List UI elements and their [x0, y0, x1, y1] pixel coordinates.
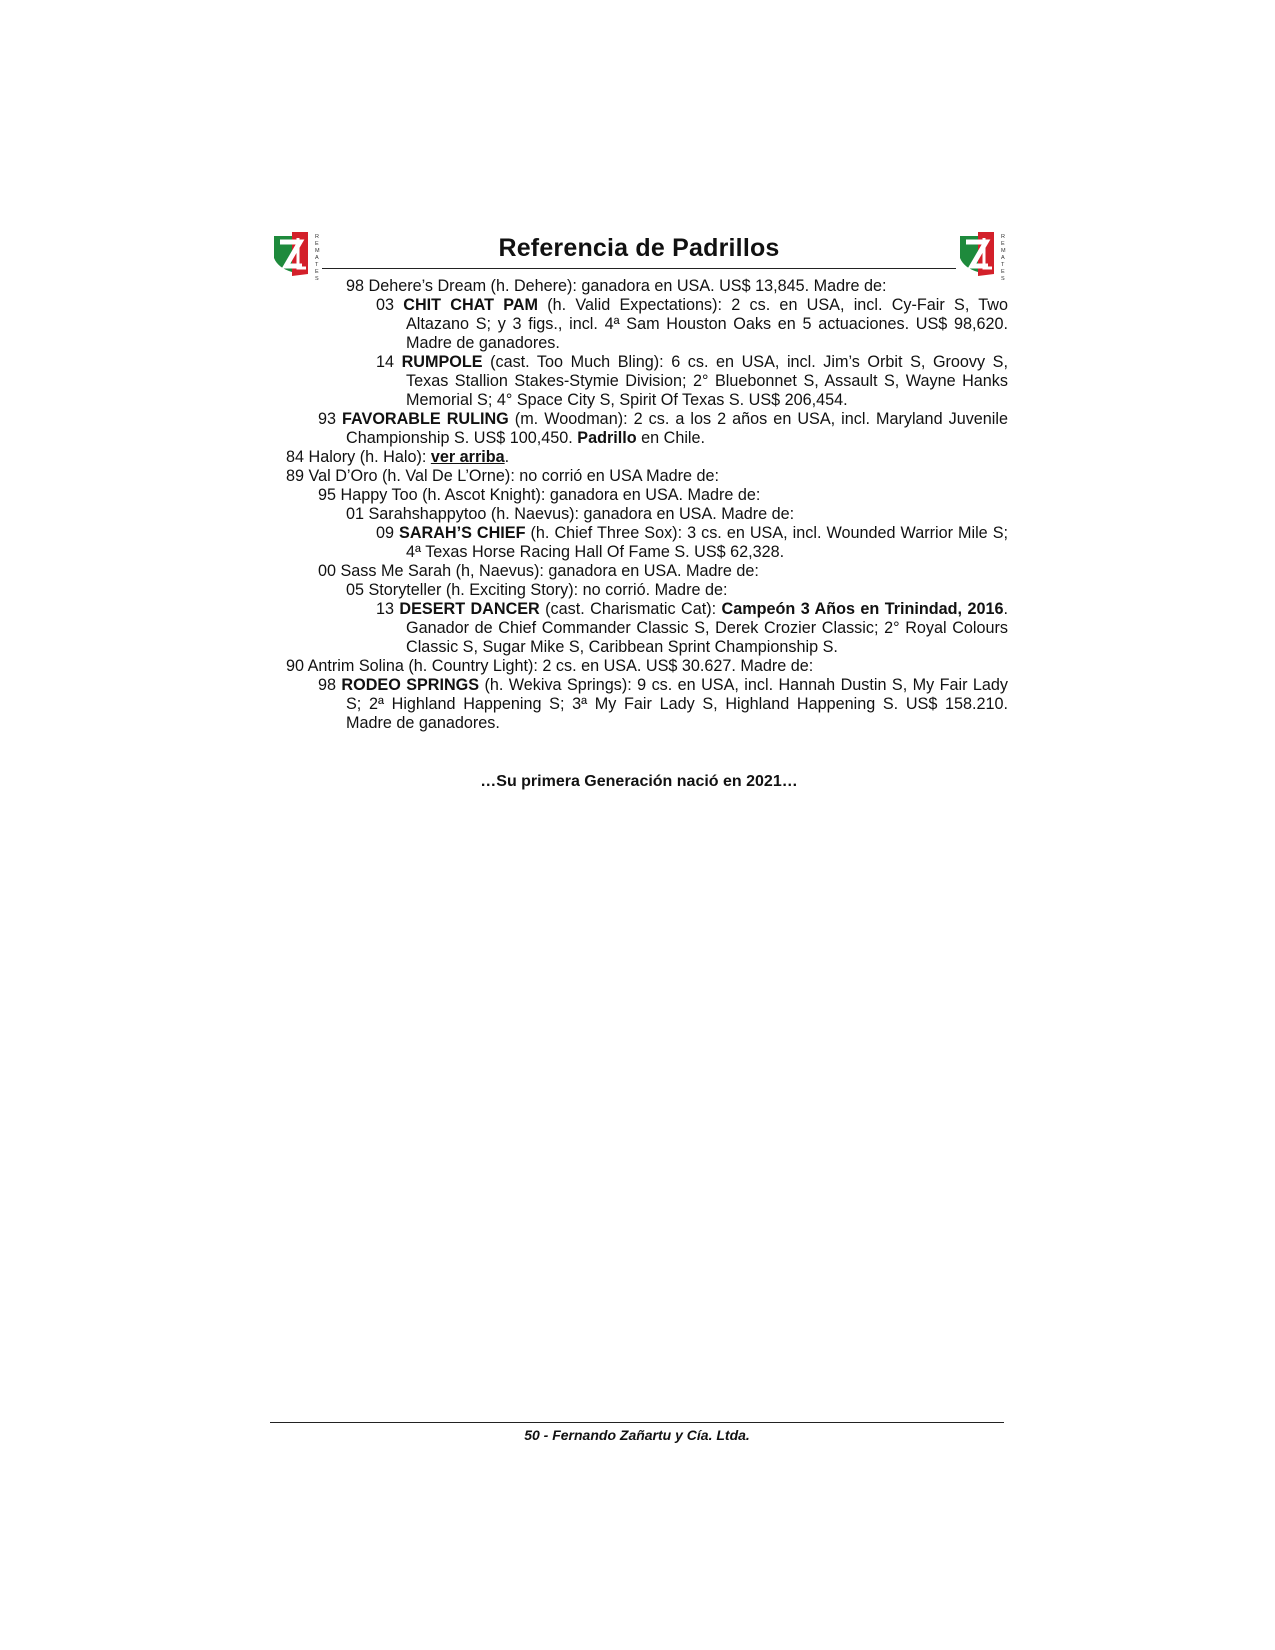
entry-text: 03	[376, 296, 404, 314]
entry-text: (m. Woodman): 2 cs. a los 2 años en USA, incl. Maryland Juvenile Championship S. US$ 100,450.	[346, 410, 1008, 447]
svg-text:E: E	[315, 269, 319, 275]
entry-text: 90 Antrim Solina (h. Country Light): 2 cs. en USA. US$ 30.627. Madre de:	[286, 657, 814, 675]
pedigree-entry	[286, 353, 1008, 410]
title-divider	[322, 268, 956, 269]
entry-text: (h. Wekiva Springs): 9 cs. en USA, incl. Hannah Dustin S, My Fair Lady S; 2ª Highland Happening S; 3ª My Fair Lady S, Highland Happening S. US$ 158.210. Madre de ganadores.	[346, 676, 1008, 732]
horse-name: Campeón 3 Años en Trinindad, 2016	[721, 600, 1004, 618]
entry-text: (cast. Too Much Bling): 6 cs. en USA, incl. Jim’s Orbit S, Groovy S, Texas Stallion Stakes-Stymie Division; 2° Bluebonnet S, Assault S, Wayne Hanks Memorial S; 4° Space City S, Spirit Of Texas S. US$ 206,454.	[406, 353, 1008, 409]
entry-text: 98	[318, 676, 342, 694]
entry-text: 93	[318, 410, 343, 428]
entry-text: (h. Chief Three Sox): 3 cs. en USA, incl. Wounded Warrior Mile S; 4ª Texas Horse Racing Hall Of Fame S. US$ 62,328.	[406, 524, 1008, 561]
entry-text: (h. Valid Expectations): 2 cs. en USA, incl. Cy-Fair S, Two Altazano S; y 3 figs., incl. 4ª Sam Houston Oaks en 5 actuaciones. US$ 98,620. Madre de ganadores.	[406, 296, 1008, 352]
entry-text: 01 Sarahshappytoo (h. Naevus): ganadora en USA. Madre de:	[346, 505, 795, 523]
pedigree-entry	[286, 448, 1008, 467]
svg-text:E: E	[1001, 269, 1005, 275]
entry-text: .	[504, 448, 510, 466]
entry-text: 13	[376, 600, 400, 618]
pedigree-entry	[286, 600, 1008, 657]
cross-reference: ver arriba	[430, 448, 505, 466]
svg-text:E: E	[315, 241, 319, 247]
horse-name: FAVORABLE RULING	[342, 410, 509, 428]
entry-text: 05 Storyteller (h. Exciting Story): no corrió. Madre de:	[346, 581, 728, 599]
pedigree-entry	[286, 562, 1008, 581]
svg-text:R: R	[1001, 234, 1005, 240]
entry-text: en Chile.	[636, 429, 706, 447]
svg-text:T: T	[315, 262, 319, 268]
pedigree-entry	[286, 657, 1008, 676]
pedigree-entries	[286, 277, 1008, 733]
entry-text: 00 Sass Me Sarah (h, Naevus): ganadora en USA. Madre de:	[318, 562, 759, 580]
pedigree-entry	[286, 486, 1008, 505]
horse-name: DESERT DANCER	[399, 600, 540, 618]
entry-text: 14	[376, 353, 402, 371]
entry-text: (cast. Charismatic Cat):	[539, 600, 722, 618]
pedigree-entry	[286, 581, 1008, 600]
horse-name: SARAH’S CHIEF	[399, 524, 526, 542]
svg-text:A: A	[1001, 255, 1005, 261]
svg-text:S: S	[1001, 276, 1005, 280]
pedigree-entry	[286, 467, 1008, 486]
svg-text:T: T	[1001, 262, 1005, 268]
pedigree-entry	[286, 676, 1008, 733]
entry-text: 98 Dehere’s Dream (h. Dehere): ganadora en USA. US$ 13,845. Madre de:	[346, 277, 887, 295]
svg-text:M: M	[315, 248, 320, 254]
page-title: Referencia de Padrillos	[498, 234, 780, 262]
horse-name: CHIT CHAT PAM	[403, 296, 539, 314]
svg-text:M: M	[1001, 248, 1006, 254]
closing-note: …Su primera Generación nació en 2021…	[480, 773, 798, 790]
svg-text:A: A	[315, 255, 319, 261]
svg-text:E: E	[1001, 241, 1005, 247]
entry-text: 84 Halory (h. Halo):	[286, 448, 431, 466]
entry-text: 95 Happy Too (h. Ascot Knight): ganadora en USA. Madre de:	[318, 486, 761, 504]
horse-name: RUMPOLE	[401, 353, 483, 371]
entry-text: 89 Val D’Oro (h. Val De L’Orne): no corrió en USA Madre de:	[286, 467, 720, 485]
page-header	[270, 228, 1008, 280]
zr-remates-logo-right	[956, 228, 1008, 280]
pedigree-entry	[286, 524, 1008, 562]
svg-text:S: S	[315, 276, 319, 280]
pedigree-entry	[286, 410, 1008, 448]
pedigree-entry	[286, 505, 1008, 524]
pedigree-entry	[286, 277, 1008, 296]
horse-name: RODEO SPRINGS	[341, 676, 480, 694]
horse-name: Padrillo	[577, 429, 637, 447]
footer-divider	[270, 1422, 1004, 1423]
pedigree-entry	[286, 296, 1008, 353]
entry-text: 09	[376, 524, 400, 542]
page-footer: 50 - Fernando Zañartu y Cía. Ltda.	[524, 1427, 750, 1443]
svg-text:R: R	[315, 234, 319, 240]
entry-text: . Ganador de Chief Commander Classic S, Derek Crozier Classic; 2° Royal Colours Classic S, Sugar Mike S, Caribbean Sprint Championship S.	[406, 600, 1008, 656]
